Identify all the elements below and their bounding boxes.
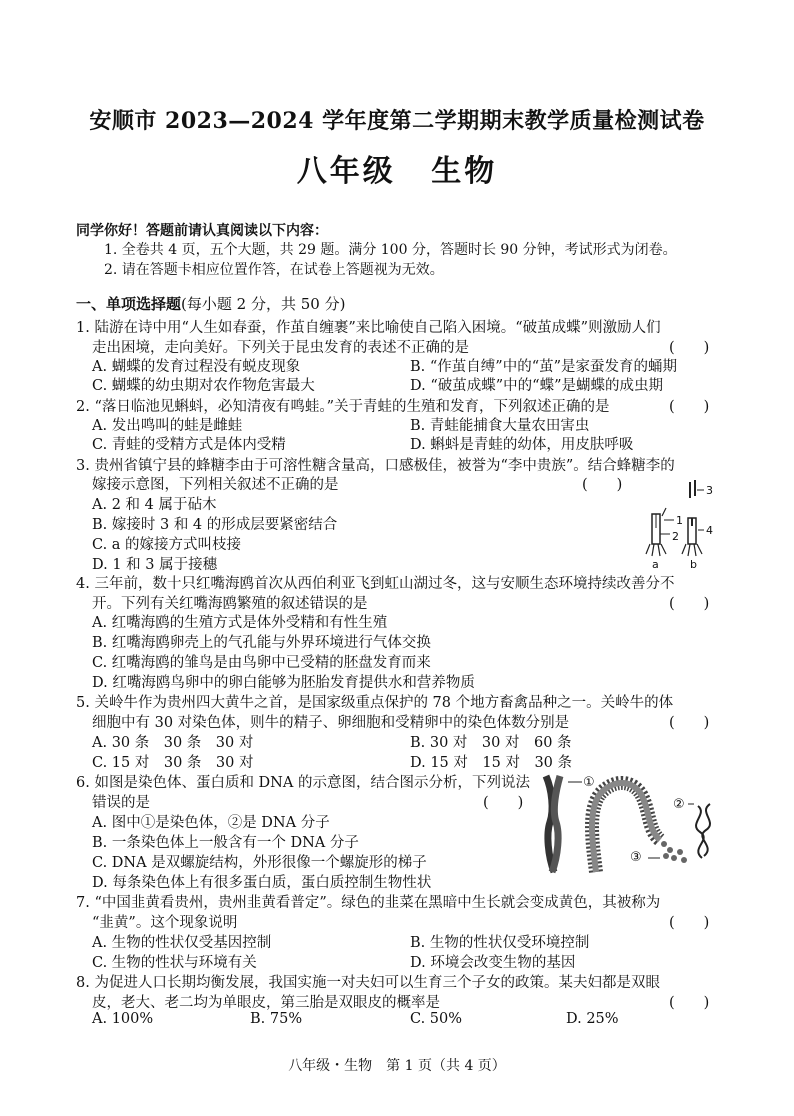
option: D. “破茧成蝶”中的“蝶”是蝴蝶的成虫期 [410,378,663,394]
section-title: 一、单项选择题 [76,295,182,313]
option: C. a 的嫁接方式叫枝接 [92,537,242,553]
option: A. 发出鸣叫的蛙是雌蛙 [92,418,243,434]
notice-item: 2. 请在答题卡相应位置作答，在试卷上答题视为无效。 [104,262,444,278]
option: B. 75% [250,1011,303,1027]
question-stem: 嫁接示意图，下列相关叙述不正确的是 [92,477,339,493]
question-stem: 5. 关岭牛作为贵州四大黄牛之首，是国家级重点保护的 78 个地方畜禽品种之一。关岭牛的体 [76,695,674,711]
option: B. 嫁接时 3 和 4 的形成层要紧密结合 [92,517,338,533]
figure-label: 1 [676,514,683,527]
question-stem: “韭黄”。这个现象说明 [92,915,238,931]
figure-label: ① [583,775,595,790]
figure-label: ② [673,797,685,812]
histone-beads-shape [661,841,687,863]
option: C. 蝴蝶的幼虫期对农作物危害最大 [92,378,315,394]
answer-paren: ( ) [669,715,710,731]
option: C. 红嘴海鸥的雏鸟是由鸟卵中已受精的胚盘发育而来 [92,655,431,671]
option: D. 蝌蚪是青蛙的幼体，用皮肤呼吸 [410,437,634,453]
answer-paren: ( ) [669,399,710,415]
option: B. 青蛙能捕食大量农田害虫 [410,418,590,434]
option: C. 15 对 30 条 30 对 [92,755,254,771]
option: B. 一条染色体上一般含有一个 DNA 分子 [92,835,359,851]
figure-label: ③ [630,850,642,865]
page-footer: 八年级・生物 第 1 页（共 4 页） [288,1058,506,1074]
option: D. 环境会改变生物的基因 [410,955,576,971]
notice-heading: 同学你好！答题前请认真阅读以下内容： [76,223,328,239]
option: A. 30 条 30 条 30 对 [92,735,254,751]
option: B. “作茧自缚”中的“茧”是家蚕发育的蛹期 [410,359,678,375]
notice-item: 1. 全卷共 4 页，五个大题，共 29 题。满分 100 分，答题时长 90 分钟，考试形式为闭卷。 [104,242,677,258]
question-stem: 细胞中有 30 对染色体，则牛的精子、卵细胞和受精卵中的染色体数分别是 [92,715,570,731]
option: D. 25% [566,1011,619,1027]
option: D. 1 和 3 属于接穗 [92,557,218,573]
question-stem: 2. “落日临池见蝌蚪，必知清夜有鸣蛙。”关于青蛙的生殖和发育，下列叙述正确的是 [76,399,610,415]
question-stem: 7. “中国韭黄看贵州，贵州韭黄看普定”。绿色的韭菜在黑暗中生长就会变成黄色，其被称为 [76,895,661,911]
option: C. 50% [410,1011,463,1027]
option: B. 生物的性状仅受环境控制 [410,935,590,951]
question-stem: 6. 如图是染色体、蛋白质和 DNA 的示意图，结合图示分析，下列说法 [76,775,530,791]
answer-paren: ( ) [669,340,710,356]
figure-label: 2 [672,530,679,543]
question-stem: 1. 陆游在诗中用“人生如春蚕，作茧自缠裹”来比喻使自己陷入困境。“破茧成蝶”则激励人们 [76,320,661,336]
option: C. 青蛙的受精方式是体内受精 [92,437,286,453]
option: C. 生物的性状与环境有关 [92,955,257,971]
exam-subtitle: 八年级 生物 [296,154,498,189]
option: D. 红嘴海鸥鸟卵中的卵白能够为胚胎发育提供水和营养物质 [92,675,475,691]
question-stem: 错误的是 [92,795,150,811]
question-stem: 8. 为促进人口长期均衡发展，我国实施一对夫妇可以生育三个子女的政策。某夫妇都是双眼 [76,975,660,991]
question-stem: 走出困境，走向美好。下列关于昆虫发育的表述不正确的是 [92,340,469,356]
option: A. 100% [92,1011,154,1027]
option: A. 2 和 4 属于砧木 [92,497,217,513]
chromosome-shape [546,776,560,872]
answer-paren: ( ) [483,795,524,811]
figure-label: b [690,558,697,571]
question-stem: 皮，老大、老二均为单眼皮，第三胎是双眼皮的概率是 [92,995,440,1011]
option: D. 每条染色体上有很多蛋白质，蛋白质控制生物性状 [92,875,432,891]
exam-title: 安顺市 2023—2024 学年度第二学期期末教学质量检测试卷 [89,108,705,134]
section-heading [76,293,345,314]
option: A. 蝴蝶的发育过程没有蜕皮现象 [92,359,301,375]
question-stem: 3. 贵州省镇宁县的蜂糖李由于可溶性糖含量高，口感极佳，被誉为“李中贵族”。结合蜂糖李的 [76,458,675,474]
answer-paren: ( ) [669,915,710,931]
option: C. DNA 是双螺旋结构，外形很像一个螺旋形的梯子 [92,855,427,871]
figure-label: a [652,558,659,571]
figure-label: 4 [706,524,713,537]
dna-helix-shape [688,804,710,858]
option: A. 图中①是染色体，②是 DNA 分子 [92,815,330,831]
option: B. 红嘴海鸥卵壳上的气孔能与外界环境进行气体交换 [92,635,431,651]
scion-3-shape [690,480,704,498]
answer-paren: ( ) [669,596,710,612]
answer-paren: ( ) [669,995,710,1011]
question-stem: 开。下列有关红嘴海鸥繁殖的叙述错误的是 [92,596,368,612]
graft-b-shape [682,518,704,556]
option: A. 生物的性状仅受基因控制 [92,935,272,951]
question-stem: 4. 三年前，数十只红嘴海鸥首次从西伯利亚飞到虹山湖过冬，这与安顺生态环境持续改善分不 [76,576,675,592]
section-note: (每小题 2 分，共 50 分) [181,295,346,313]
answer-paren: ( ) [582,477,623,493]
option: B. 30 对 30 对 60 条 [410,735,572,751]
coiled-fiber-shape [592,783,660,872]
graft-a-shape [646,508,674,556]
option: A. 红嘴海鸥的生殖方式是体外受精和有性生殖 [92,615,388,631]
figure-label: 3 [706,484,713,497]
option: D. 15 对 15 对 30 条 [410,755,573,771]
